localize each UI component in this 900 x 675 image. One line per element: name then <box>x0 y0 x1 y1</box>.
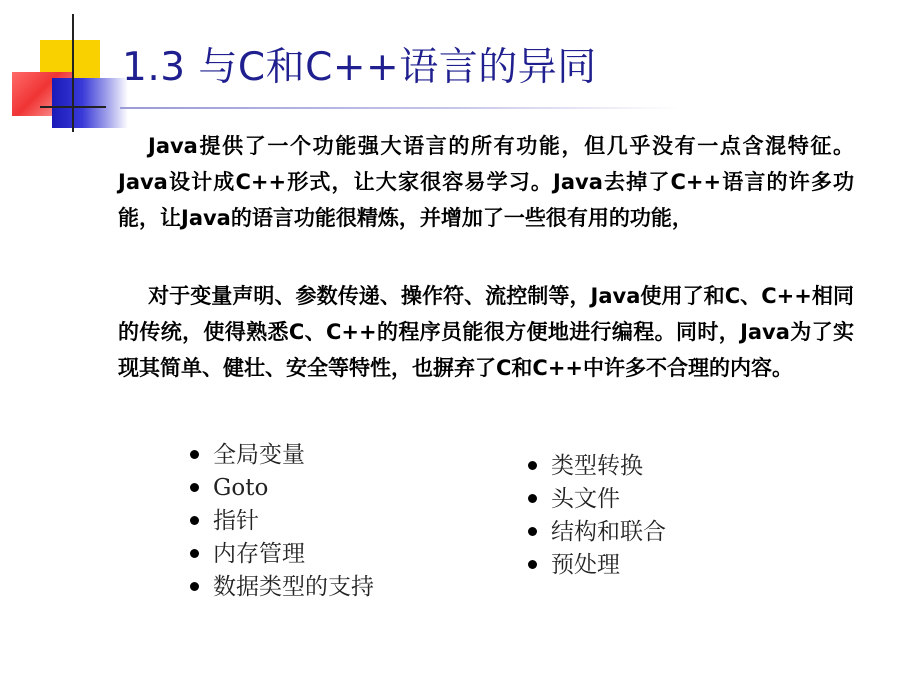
removed-features-list-left <box>190 439 374 604</box>
bullet-icon <box>528 560 537 569</box>
paragraph-1-text: Java提供了一个功能强大语言的所有功能，但几乎没有一点含混特征。Java设计成C++形式，让大家很容易学习。Java去掉了C++语言的许多功能，让Java的语言功能很精炼，并增加了一些很有用的功能， <box>118 134 854 230</box>
bullet-icon <box>528 527 537 536</box>
list-item-label: 类型转换 <box>551 453 643 479</box>
decor-blue-square <box>52 78 128 128</box>
decor-vertical-line <box>72 14 74 132</box>
removed-features-list-right <box>528 450 666 582</box>
paragraph-2 <box>118 278 854 386</box>
bullet-icon <box>190 450 199 459</box>
list-item-label: 头文件 <box>551 486 620 512</box>
list-item-label: 指针 <box>213 508 259 534</box>
list-item <box>190 472 374 505</box>
list-item-label: 数据类型的支持 <box>213 574 374 600</box>
list-item-label: 预处理 <box>551 552 620 578</box>
list-item <box>190 439 374 472</box>
bullet-icon <box>190 483 199 492</box>
decor-horizontal-line <box>40 106 106 108</box>
title-underline <box>120 107 680 109</box>
list-item <box>528 516 666 549</box>
bullet-icon <box>190 582 199 591</box>
list-item <box>190 538 374 571</box>
list-item <box>190 571 374 604</box>
bullet-icon <box>190 516 199 525</box>
bullet-icon <box>528 461 537 470</box>
list-item <box>528 450 666 483</box>
list-item-label: 全局变量 <box>213 442 305 468</box>
bullet-icon <box>190 549 199 558</box>
list-item <box>190 505 374 538</box>
paragraph-2-text: 对于变量声明、参数传递、操作符、流控制等，Java使用了和C、C++相同的传统，使得熟悉C、C++的程序员能很方便地进行编程。同时，Java为了实现其简单、健壮、安全等特性，也摒弃了C和C++中许多不合理的内容。 <box>118 284 854 380</box>
list-item <box>528 483 666 516</box>
list-item-label: 内存管理 <box>213 541 305 567</box>
slide-title: 1.3 与C和C++语言的异同 <box>122 45 597 90</box>
bullet-icon <box>528 494 537 503</box>
list-item <box>528 549 666 582</box>
list-item-label: 结构和联合 <box>551 519 666 545</box>
list-item-label: Goto <box>213 475 269 501</box>
paragraph-1 <box>118 128 854 236</box>
